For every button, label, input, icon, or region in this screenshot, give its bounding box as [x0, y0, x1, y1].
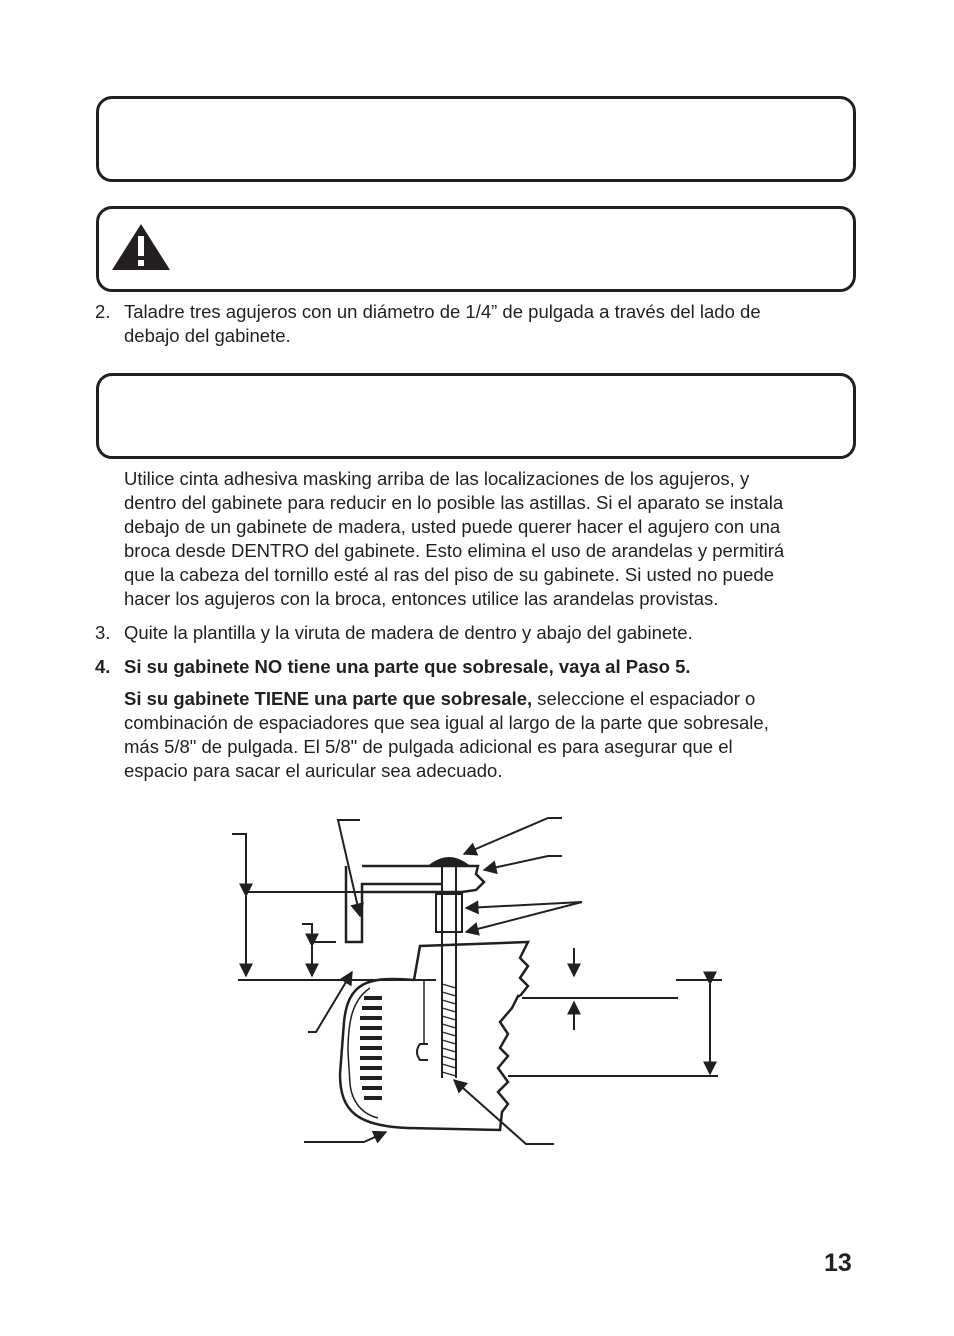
dimension-bracket-top: [232, 834, 246, 892]
cabinet-overhang: [346, 866, 443, 942]
leader-cabinet-shelf: [484, 856, 562, 870]
installation-diagram: [228, 812, 728, 1152]
cabinet-shelf: [362, 866, 484, 892]
screw-threads: [442, 984, 456, 1076]
step-3-number: 3.: [95, 622, 111, 643]
note-box: [96, 373, 856, 459]
step-2-number: 2.: [95, 301, 111, 322]
step-2-line-2: debajo del gabinete.: [124, 325, 291, 346]
dimension-bracket-small: [302, 924, 312, 942]
mounting-slot: [417, 1044, 428, 1060]
tip-line-6: hacer los agujeros con la broca, entonces utilice las arandelas provistas.: [124, 588, 719, 609]
tip-line-4: broca desde DENTRO del gabinete. Esto elimina el uso de arandelas y permitirá: [124, 540, 785, 561]
leader-screw-tip: [454, 1080, 554, 1144]
step-4-line-2: combinación de espaciadores que sea igual al largo de la parte que sobresale,: [124, 712, 769, 733]
step-4-bold-lead: Si su gabinete TIENE una parte que sobresale,: [124, 688, 533, 709]
screw-head: [432, 858, 466, 864]
tip-line-5: que la cabeza del tornillo esté al ras del piso de su gabinete. Si usted no puede: [124, 564, 775, 585]
warning-box: [96, 206, 856, 292]
step-4-line-3: más 5/8" de pulgada. El 5/8" de pulgada adicional es para asegurar que el: [124, 736, 733, 757]
step-4-heading: Si su gabinete NO tiene una parte que sobresale, vaya al Paso 5.: [124, 656, 691, 677]
appliance-vent-slots: [360, 998, 382, 1098]
spacer: [436, 894, 462, 932]
notice-box: [96, 96, 856, 182]
tip-line-3: debajo de un gabinete de madera, usted puede querer hacer el agujero con una: [124, 516, 781, 537]
step-4-line-1: [124, 687, 854, 711]
step-2-line-1: Taladre tres agujeros con un diámetro de 1/4” de pulgada a través del lado de: [124, 301, 761, 322]
step-4-line-1-rest: seleccione el espaciador o: [532, 688, 756, 709]
step-4-line-4: espacio para sacar el auricular sea adecuado.: [124, 760, 503, 781]
appliance-body: [340, 979, 520, 1130]
warning-triangle-icon: [110, 222, 172, 272]
page-number: 13: [824, 1249, 852, 1277]
step-3-text: Quite la plantilla y la viruta de madera de dentro y abajo del gabinete.: [124, 622, 693, 643]
leader-cabinet-overhang: [338, 820, 360, 916]
tip-line-2: dentro del gabinete para reducir en lo posible las astillas. Si el aparato se instala: [124, 492, 784, 513]
leader-screw-head: [464, 818, 562, 854]
leader-appliance-bottom: [304, 1132, 386, 1142]
step-4-number: 4.: [95, 656, 111, 677]
appliance-top: [414, 942, 528, 996]
tip-line-1: Utilice cinta adhesiva masking arriba de las localizaciones de los agujeros, y: [124, 468, 750, 489]
